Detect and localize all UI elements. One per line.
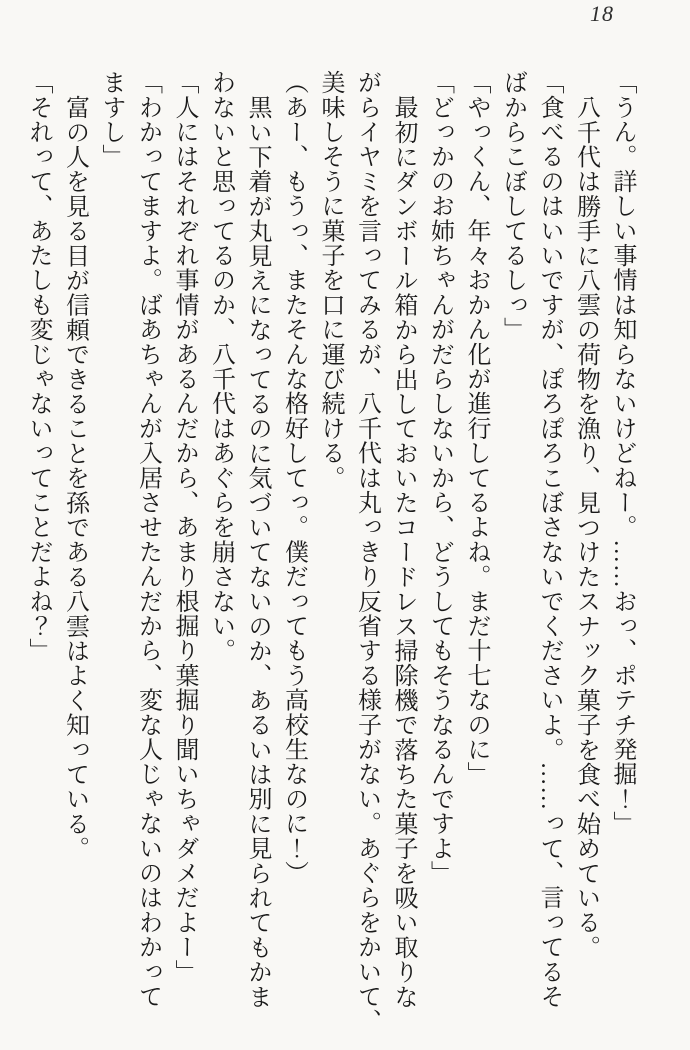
text-line: 「やっくん、年々おかん化が進行してるよね。まだ十七なのに」	[463, 70, 489, 787]
text-line: （あー、もうっ、またそんな格好してっ。僕だってもう高校生なのに！）	[280, 70, 307, 886]
text-line: 最初にダンボール箱から出しておいたコードレス掃除機で落ちた菓子を吸い取りな	[390, 95, 416, 1009]
page-number: 18	[590, 1, 614, 26]
text-line: 「人にはそれぞれ事情があるんだから、あまり根掘り葉掘り聞いちゃダメだよー」	[171, 70, 197, 984]
text-line: 黒い下着が丸見えになってるのに気づいてないのか、あるいは別に見られてもかま	[244, 95, 270, 1009]
text-line: 「食べるのはいいですが、ぽろぽろこぼさないでくださいよ。……って、言ってるそ	[536, 70, 562, 1009]
text-line: わないと思ってるのか、八千代はあぐらを崩さない。	[207, 70, 234, 663]
text-line: 富の人を見る目が信頼できることを孫である八雲はよく知っている。	[61, 95, 88, 861]
text-block	[20, 70, 641, 1040]
text-line: がらイヤミを言ってみるが、八千代は丸っきり反省する様子がない。あぐらをかいて、	[353, 70, 380, 1034]
text-line: 「それって、あたしも変じゃないってことだよね？」	[25, 70, 51, 663]
text-line: 「わかってますよ。ばあちゃんが入居させたんだから、変な人じゃないのはわかって	[134, 70, 161, 1009]
text-line: 美味しそうに菓子を口に運び続ける。	[317, 70, 343, 490]
text-line: ますし」	[98, 70, 124, 169]
text-line: 「うん。詳しい事情は知らないけどねー。……おっ、ポテチ発掘！」	[609, 70, 635, 836]
text-line: 八千代は勝手に八雲の荷物を漁り、見つけたスナック菓子を食べ始めている。	[572, 95, 599, 960]
text-line: ばからこぼしてるしっ」	[499, 70, 526, 342]
text-line: 「どっかのお姉ちゃんがだらしないから、どうしてもそうなるんですよ」	[426, 70, 453, 886]
